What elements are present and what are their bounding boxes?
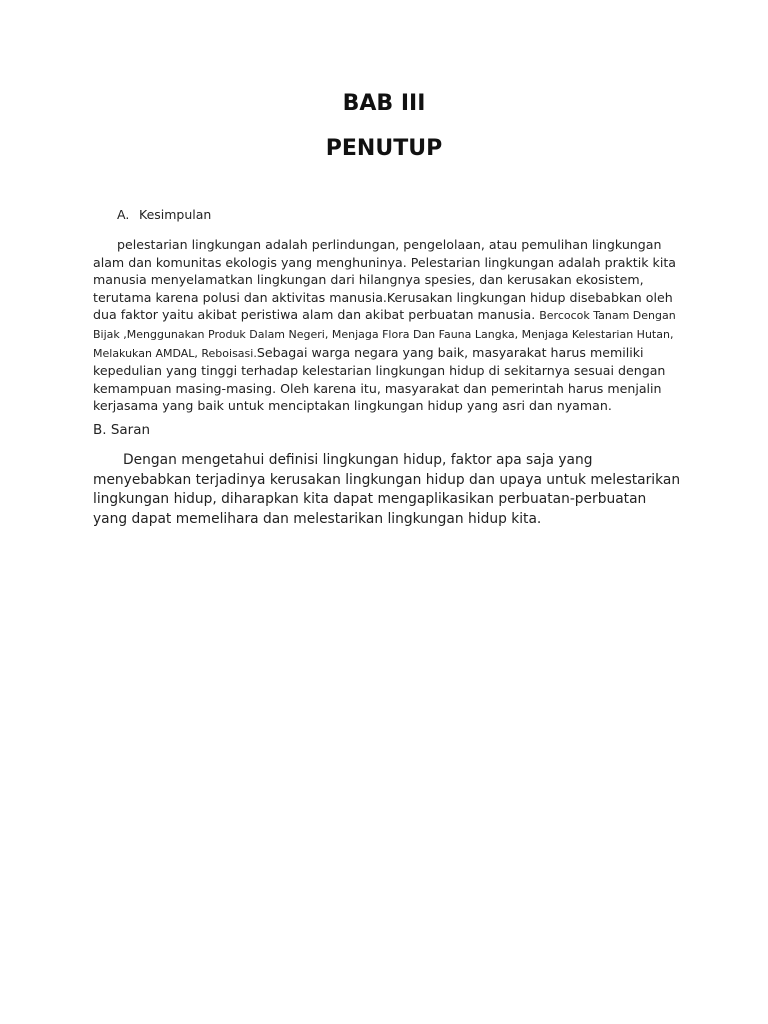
suggestion-paragraph: Dengan mengetahui definisi lingkungan hidup, faktor apa saja yang menyebabkan terjadinya kerusakan lingkungan hidup dan upaya untuk melestarikan lingkungan hidup, diharapkan kita dapat mengaplikasikan perbuatan-perbuatan yang dapat memelihara dan melestarikan lingkungan hidup kita. <box>93 452 681 528</box>
section-b-heading: B. Saran <box>93 422 151 438</box>
conclusion-paragraph <box>93 236 678 415</box>
section-a-number: A. <box>117 207 130 222</box>
conclusion-text-part2: Sebagai warga negara yang baik, masyarakat harus memiliki kepedulian yang tinggi terhadap kelestarian lingkungan hidup di sekitarnya sesuai dengan kemampuan masing-masing. Oleh karena itu, masyarakat dan pemerintah harus menjalin kerjasama yang baik untuk menciptakan lingkungan hidup yang asri dan nyaman. <box>93 344 666 414</box>
conclusion-text-small: Bercocok Tanam Dengan Bijak ,Menggunakan Produk Dalam Negeri, Menjaga Flora Dan Fauna Langka, Menjaga Kelestarian Hutan, Melakukan AMDAL, Reboisasi. <box>93 309 676 360</box>
section-a-label: Kesimpulan <box>139 207 212 222</box>
conclusion-text-part1: pelestarian lingkungan adalah perlindungan, pengelolaan, atau pemulihan lingkungan alam dan komunitas ekologis yang menghuninya. Pelestarian lingkungan adalah praktik kita manusia menyelamatkan lingkungan dari hilangnya spesies, dan kerusakan ekosistem, terutama karena polusi dan aktivitas manusia.Kerusakan lingkungan hidup disebabkan oleh dua faktor yaitu akibat peristiwa alam dan akibat perbuatan manusia. <box>93 237 676 323</box>
chapter-title: PENUTUP <box>325 136 443 161</box>
chapter-number: BAB III <box>342 91 426 116</box>
section-a-heading <box>117 207 211 222</box>
